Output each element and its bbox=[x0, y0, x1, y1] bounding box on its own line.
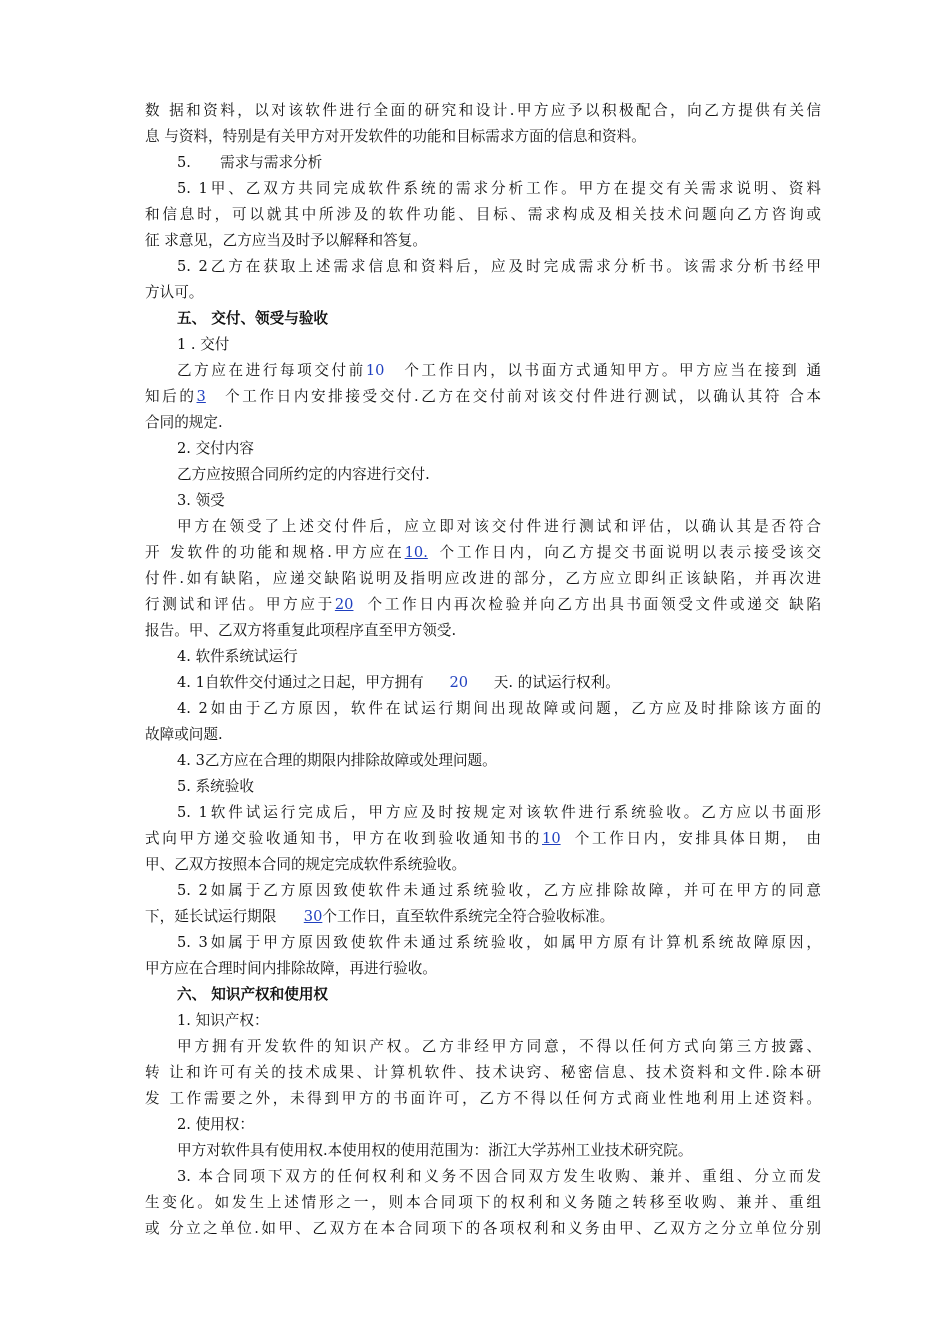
fill-in-value: 10 bbox=[365, 362, 385, 379]
text-line: 乙方应按照合同所约定的内容进行交付. bbox=[177, 466, 430, 483]
text-line: 合同的规定. bbox=[145, 414, 223, 431]
text-segment: 天. 的试运行权利。 bbox=[493, 674, 620, 691]
text-line: 5. 2如属于乙方原因致使软件未通过系统验收，乙方应排除故障，并可在甲方的同意 bbox=[177, 882, 821, 899]
text-line: 4. 3乙方应在合理的期限内排除故障或处理问题。 bbox=[177, 752, 497, 769]
text-line: 征 求意见，乙方应当及时予以解释和答复。 bbox=[145, 232, 427, 249]
subsection-heading: 1 . 交付 bbox=[177, 336, 230, 353]
text-line bbox=[145, 384, 821, 410]
text-segment: 知后的 bbox=[145, 388, 197, 405]
text-line: 方认可。 bbox=[145, 284, 204, 301]
text-line bbox=[145, 826, 821, 852]
section-heading: 五、 交付、领受与验收 bbox=[177, 310, 329, 327]
fill-in-value: 20 bbox=[449, 674, 469, 691]
text-segment: 乙方应在进行每项交付前 bbox=[177, 362, 366, 379]
fill-in-value: 20 bbox=[334, 596, 354, 613]
text-line: 或 分立之单位.如甲、乙双方在本合同项下的各项权利和义务由甲、乙双方之分立单位分别 bbox=[145, 1220, 821, 1237]
text-line: 和信息时，可以就其中所涉及的软件功能、目标、需求构成及相关技术问题向乙方咨询或 bbox=[145, 206, 821, 223]
subsection-heading: 2. 交付内容 bbox=[177, 440, 254, 457]
text-line: 发 工作需要之外，未得到甲方的书面许可，乙方不得以任何方式商业性地利用上述资料。 bbox=[145, 1090, 821, 1107]
text-segment: 个工作日内安排接受交付.乙方在交付前对该交付件进行测试，以确认其符 合本 bbox=[222, 388, 821, 405]
text-line bbox=[145, 592, 821, 618]
text-line: 故障或问题. bbox=[145, 726, 223, 743]
text-line: 甲、乙双方按照本合同的规定完成软件系统验收。 bbox=[145, 856, 467, 873]
text-segment: 行测试和评估。甲方应于 bbox=[145, 596, 335, 613]
text-line: 数 据和资料，以对该软件进行全面的研究和设计.甲方应予以积极配合，向乙方提供有关信 bbox=[145, 102, 821, 119]
fill-in-value: 3 bbox=[196, 388, 206, 405]
text-line bbox=[145, 904, 821, 930]
text-line: 报告。甲、乙双方将重复此项程序直至甲方领受. bbox=[145, 622, 457, 639]
text-segment: 个工作日内，安排具体日期， 由 bbox=[572, 830, 821, 847]
text-line: 3. 本合同项下双方的任何权利和义务不因合同双方发生收购、兼并、重组、分立而发 bbox=[177, 1168, 821, 1185]
text-segment: 开 发软件的功能和规格.甲方应在 bbox=[145, 544, 405, 561]
subsection-heading: 5. 系统验收 bbox=[177, 778, 254, 795]
subsection-heading: 3. 领受 bbox=[177, 492, 225, 509]
section-heading: 六、 知识产权和使用权 bbox=[177, 986, 329, 1003]
text-line: 生变化。如发生上述情形之一，则本合同项下的权利和义务随之转移至收购、兼并、重组 bbox=[145, 1194, 821, 1211]
text-line bbox=[145, 540, 821, 566]
text-line: 转 让和许可有关的技术成果、计算机软件、技术诀窍、秘密信息、技术资料和文件.除本研 bbox=[145, 1064, 821, 1081]
text-line: 息 与资料，特别是有关甲方对开发软件的功能和目标需求方面的信息和资料。 bbox=[145, 128, 646, 145]
text-line: 甲方应在合理时间内排除故障，再进行验收。 bbox=[145, 960, 437, 977]
contract-page bbox=[145, 98, 821, 1242]
text-line: 甲方在领受了上述交付件后，应立即对该交付件进行测试和评估，以确认其是否符合 bbox=[177, 518, 821, 535]
text-segment: 式向甲方递交验收通知书，甲方在收到验收通知书的 bbox=[145, 830, 543, 847]
subsection-heading: 1. 知识产权： bbox=[177, 1012, 269, 1029]
text-line: 5. 3如属于甲方原因致使软件未通过系统验收，如属甲方原有计算机系统故障原因， bbox=[177, 934, 821, 951]
text-line: 甲方对软件具有使用权.本使用权的使用范围为：浙江大学苏州工业技术研究院。 bbox=[177, 1142, 693, 1159]
text-segment: 下，延长试运行期限 bbox=[145, 908, 277, 925]
text-segment: 个工作日内，以书面方式通知甲方。甲方应当在接到 通 bbox=[401, 362, 821, 379]
subsection-heading: 2. 使用权： bbox=[177, 1116, 254, 1133]
subsection-heading: 5. 需求与需求分析 bbox=[177, 154, 323, 171]
text-segment: 个工作日内再次检验并向乙方出具书面领受文件或递交 缺陷 bbox=[364, 596, 821, 613]
subsection-heading: 4. 软件系统试运行 bbox=[177, 648, 298, 665]
text-segment: 4. 1自软件交付通过之日起，甲方拥有 bbox=[177, 674, 424, 691]
text-line: 付件.如有缺陷，应递交缺陷说明及指明应改进的部分，乙方应立即纠正该缺陷，并再次进 bbox=[145, 570, 821, 587]
fill-in-value: 10. bbox=[404, 544, 428, 561]
text-segment: 个工作日内，向乙方提交书面说明以表示接受该交 bbox=[436, 544, 821, 561]
text-line bbox=[145, 670, 821, 696]
text-line: 5. 2乙方在获取上述需求信息和资料后，应及时完成需求分析书。该需求分析书经甲 bbox=[177, 258, 821, 275]
text-line: 5. 1甲、乙双方共同完成软件系统的需求分析工作。甲方在提交有关需求说明、资料 bbox=[177, 180, 821, 197]
fill-in-value: 10 bbox=[542, 830, 561, 847]
text-line: 4. 2如由于乙方原因，软件在试运行期间出现故障或问题，乙方应及时排除该方面的 bbox=[177, 700, 821, 717]
text-line: 5. 1软件试运行完成后，甲方应及时按规定对该软件进行系统验收。乙方应以书面形 bbox=[177, 804, 821, 821]
text-line: 甲方拥有开发软件的知识产权。乙方非经甲方同意，不得以任何方式向第三方披露、 bbox=[177, 1038, 821, 1055]
fill-in-value: 30 bbox=[303, 908, 323, 925]
text-line bbox=[145, 358, 821, 384]
text-segment: 个工作日，直至软件系统完全符合验收标准。 bbox=[322, 908, 615, 925]
